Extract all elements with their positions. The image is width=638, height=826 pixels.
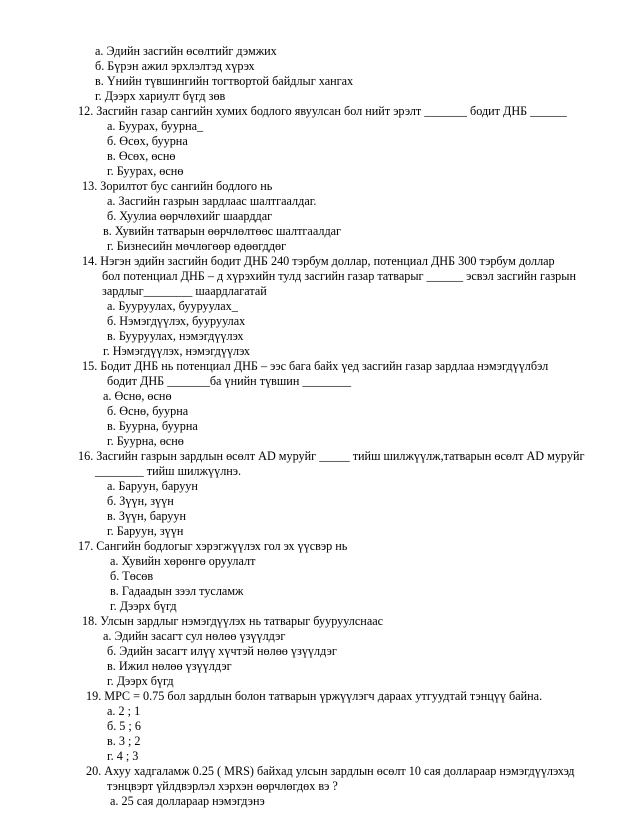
q15-option-a: а. Өснө, өснө: [103, 389, 172, 403]
q19-option-d: г. 4 ; 3: [107, 749, 139, 763]
q12-option-b: б. Өсөх, буурна: [107, 134, 188, 148]
q15-stem-line2: бодит ДНБ _______ба үнийн түвшин ________: [107, 374, 352, 388]
q15-option-b: б. Өснө, буурна: [107, 404, 189, 418]
q13-option-c: в. Хувийн татварын өөрчлөлтөөс шалтгаалдаг: [103, 224, 342, 238]
q13-stem: 13. Зорилтот бус сангийн бодлого нь: [82, 179, 273, 193]
q14-stem-line1: 14. Нэгэн эдийн засгийн бодит ДНБ 240 тэрбум доллар, потенциал ДНБ 300 тэрбум доллар: [82, 254, 555, 268]
q12-option-d: г. Буурах, өснө: [107, 164, 184, 178]
q12-option-a: а. Буурах, буурна_: [107, 119, 204, 133]
q14-stem-line3: зардлыг________ шаардлагатай: [102, 284, 267, 298]
q18-stem: 18. Улсын зардлыг нэмэгдүүлэх нь татварыг бууруулснаас: [82, 614, 384, 628]
q11-option-c: в. Үнийн түвшингийн тогтвортой байдлыг хангах: [95, 74, 354, 88]
q19-option-a: а. 2 ; 1: [107, 704, 141, 718]
q17-stem: 17. Сангийн бодлогыг хэрэгжүүлэх гол эх үүсвэр нь: [78, 539, 348, 553]
q15-option-d: г. Буурна, өснө: [107, 434, 184, 448]
q14-option-a: а. Бууруулах, бууруулах_: [107, 299, 238, 313]
q16-stem-line1: 16. Засгийн газрын зардлын өсөлт AD муруйг _____ тийш шилжүүлж,татварын өсөлт AD муруйг: [78, 449, 585, 463]
q13-option-a: а. Засгийн газрын зардлаас шалтгаалдаг.: [107, 194, 317, 208]
q12-stem: 12. Засгийн газар сангийн хумих бодлого явуулсан бол нийт эрэлт _______ бодит ДНБ ______: [78, 104, 567, 118]
q17-option-c: в. Гадаадын зээл тусламж: [110, 584, 244, 598]
q20-stem-line2: тэнцвэрт үйлдвэрлэл хэрхэн өөрчлөгдөх вэ ?: [107, 779, 338, 793]
q16-option-c: в. Зүүн, баруун: [107, 509, 187, 523]
q11-option-a: а. Эдийн засгийн өсөлтийг дэмжих: [95, 44, 277, 58]
q16-option-a: а. Баруун, баруун: [107, 479, 198, 493]
q18-option-a: а. Эдийн засагт сул нөлөө үзүүлдэг: [103, 629, 286, 643]
q19-option-b: б. 5 ; 6: [107, 719, 141, 733]
q17-option-d: г. Дээрх бүгд: [110, 599, 177, 613]
q17-option-a: а. Хувийн хөрөнгө оруулалт: [110, 554, 256, 568]
q13-option-b: б. Хуулиа өөрчлөхийг шаарддаг: [107, 209, 273, 223]
q14-stem-line2: бол потенциал ДНБ – д хүрэхийн тулд засгийн газар татварыг ______ эсвэл засгийн газрын: [102, 269, 576, 283]
q12-option-c: в. Өсөх, өснө: [107, 149, 176, 163]
q18-option-d: г. Дээрх бүгд: [107, 674, 174, 688]
q11-option-b: б. Бүрэн ажил эрхлэлтэд хүрэх: [95, 59, 255, 73]
q14-option-d: г. Нэмэгдүүлэх, нэмэгдүүлэх: [103, 344, 250, 358]
q16-option-d: г. Баруун, зүүн: [107, 524, 184, 538]
q18-option-c: в. Ижил нөлөө үзүүлдэг: [107, 659, 232, 673]
q19-option-c: в. 3 ; 2: [107, 734, 141, 748]
q14-option-c: в. Бууруулах, нэмэгдүүлэх: [107, 329, 244, 343]
q16-option-b: б. Зүүн, зүүн: [107, 494, 174, 508]
q15-stem-line1: 15. Бодит ДНБ нь потенциал ДНБ – ээс бага байх үед засгийн газар зардлаа нэмэгдүүлбэл: [82, 359, 549, 373]
q16-stem-line2: ________ тийш шилжүүлнэ.: [95, 464, 242, 478]
q11-option-d: г. Дээрх хариулт бүгд зөв: [95, 89, 226, 103]
q13-option-d: г. Бизнесийн мөчлөгөөр өдөөгддөг: [107, 239, 287, 253]
q15-option-c: в. Буурна, буурна: [107, 419, 198, 433]
q19-stem: 19. MPC = 0.75 бол зардлын болон татварын үржүүлэгч дараах утгуудтай тэнцүү байна.: [86, 689, 543, 703]
q17-option-b: б. Төсөв: [110, 569, 154, 583]
q20-option-a: а. 25 сая доллараар нэмэгдэнэ: [110, 794, 265, 808]
q18-option-b: б. Эдийн засагт илүү хүчтэй нөлөө үзүүлдэг: [107, 644, 337, 658]
q14-option-b: б. Нэмэгдүүлэх, бууруулах: [107, 314, 246, 328]
q20-stem-line1: 20. Ахуу хадгаламж 0.25 ( MRS) байхад улсын зардлын өсөлт 10 сая доллараар нэмэгдүүлэхэд: [86, 764, 575, 778]
